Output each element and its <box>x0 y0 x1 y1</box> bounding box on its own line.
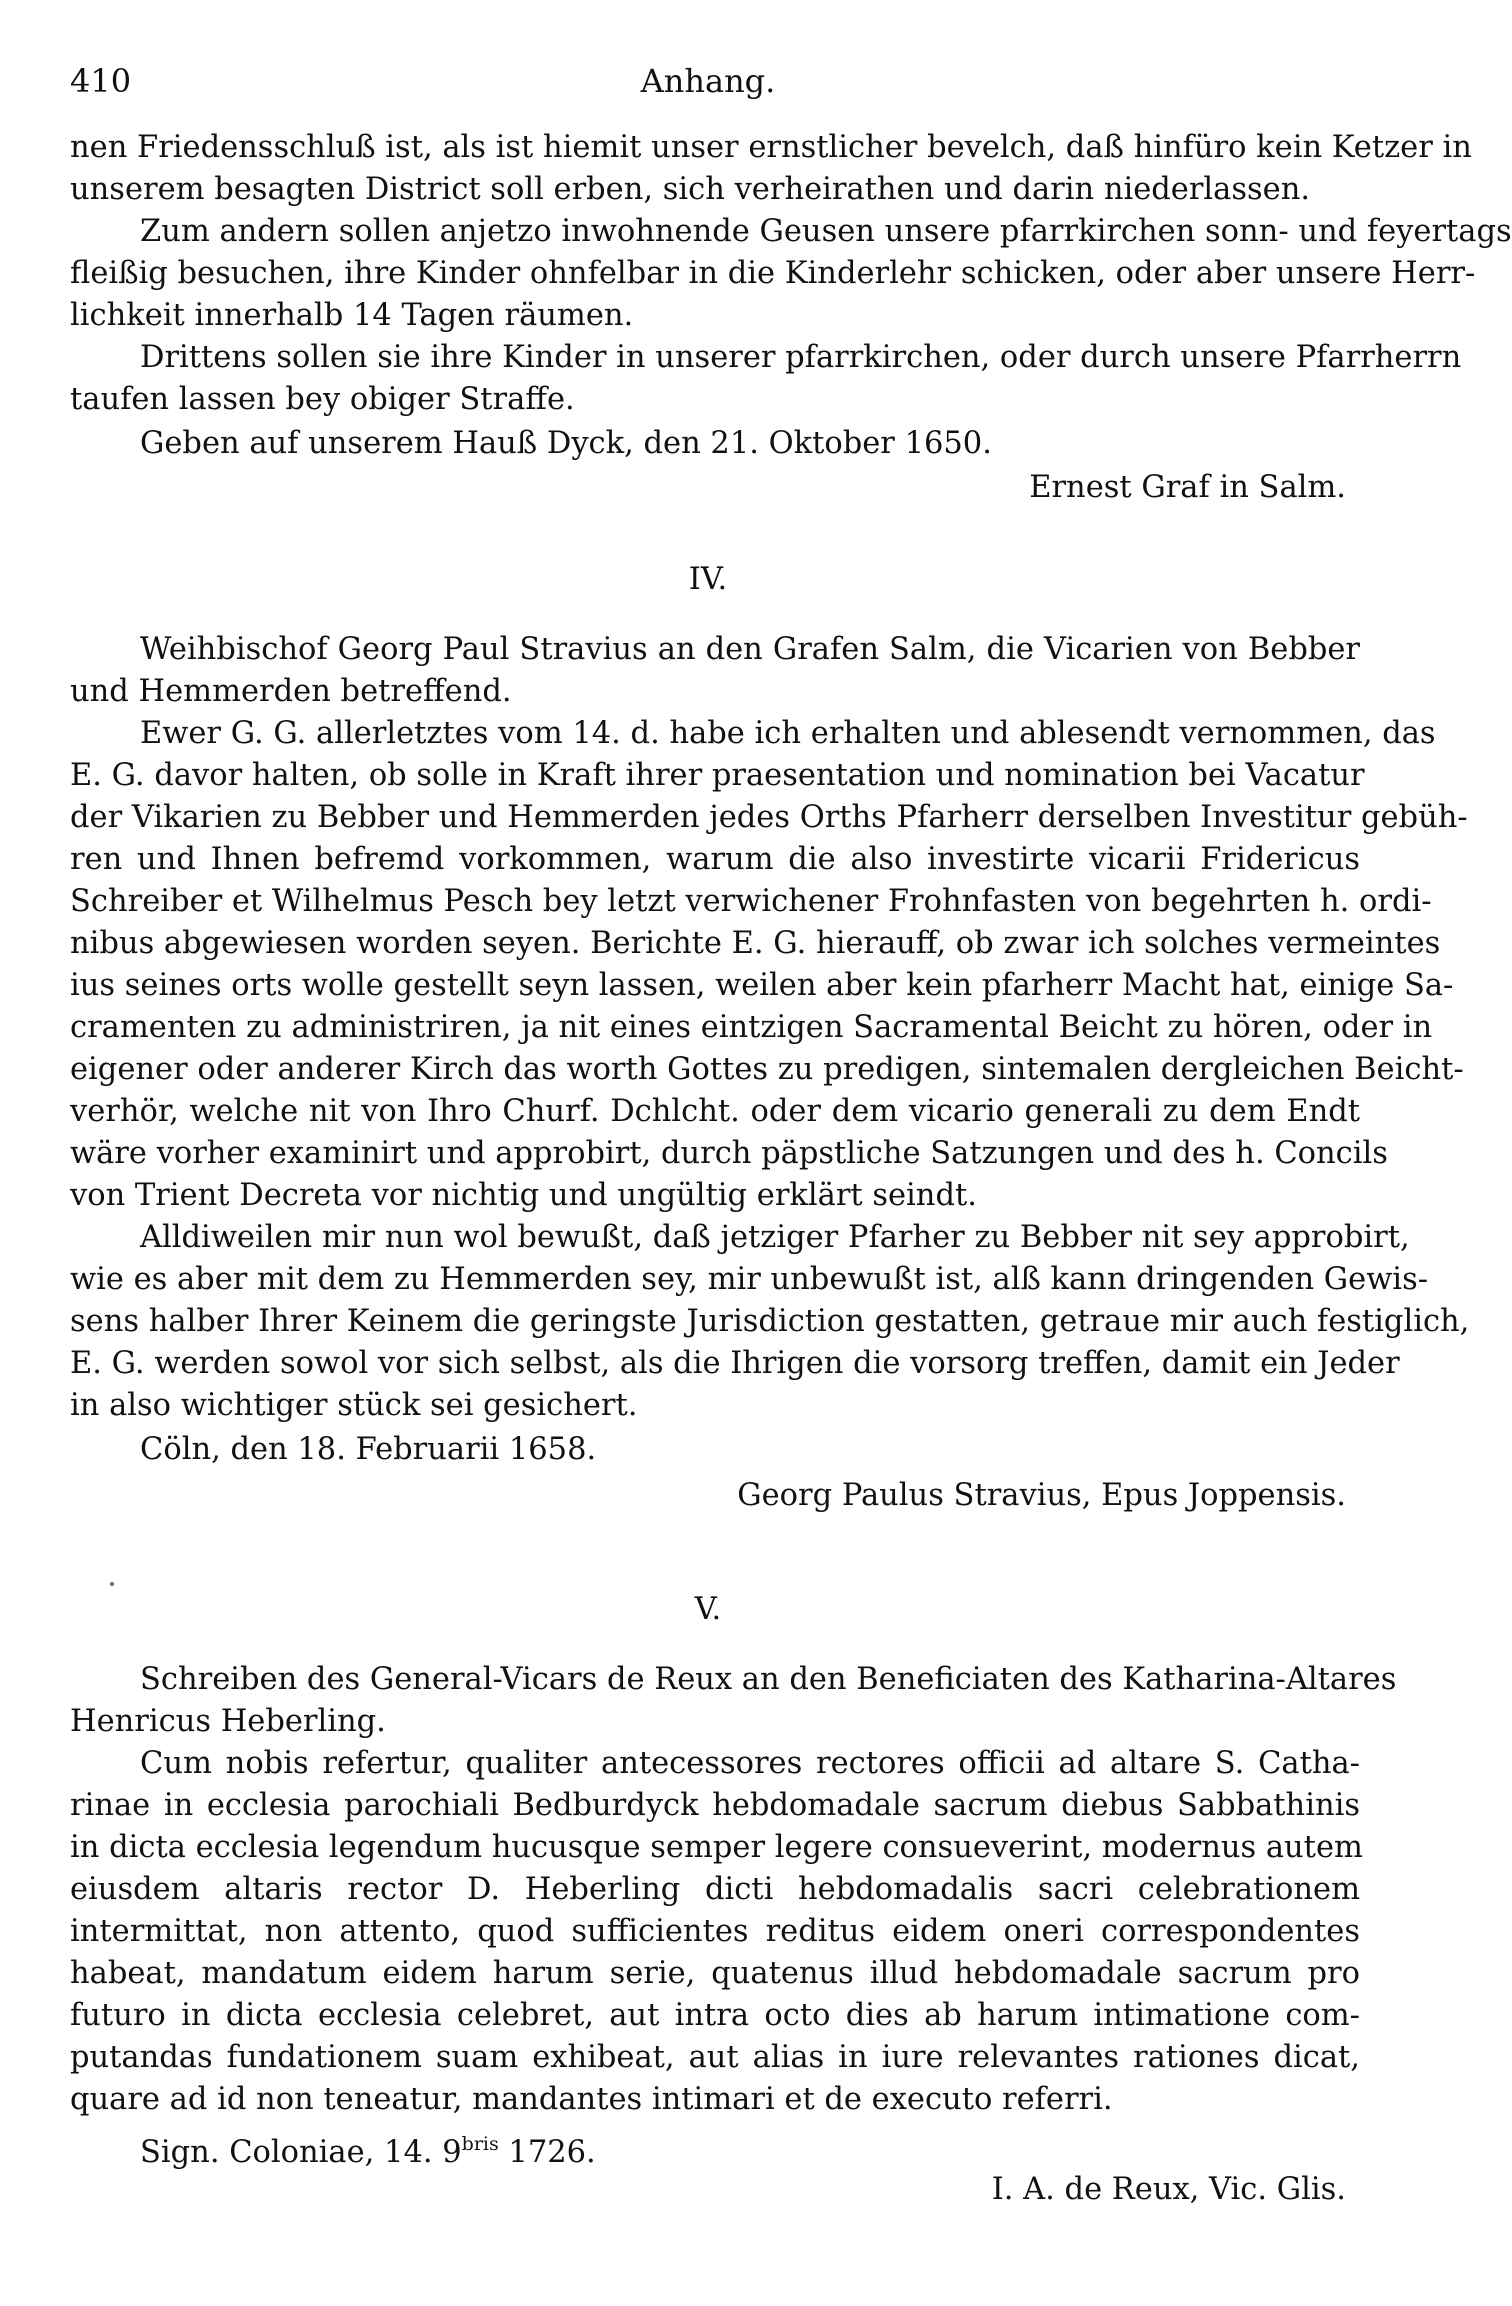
text-line: rinae in ecclesia parochiali Bedburdyck hebdomadale sacrum diebus Sabbathinis <box>70 1788 1360 1823</box>
text-line: verhör, welche nit von Ihro Churf. Dchlcht. oder dem vicario generali zu dem Endt <box>70 1094 1360 1129</box>
text-line: von Trient Decreta vor nichtig und ungültig erklärt seindt. <box>70 1178 977 1213</box>
text-line: intermittat, non attento, quod sufficientes reditus eidem oneri correspondentes <box>70 1914 1360 1949</box>
text-line: cramenten zu administriren, ja nit eines eintzigen Sacramental Beicht zu hören, oder in <box>70 1010 1433 1045</box>
section-heading: Henricus Heberling. <box>70 1704 386 1739</box>
text-line: Alldiweilen mir nun wol bewußt, daß jetziger Pfarher zu Bebber nit sey approbirt, <box>140 1220 1410 1255</box>
date-superscript: bris <box>461 2133 499 2155</box>
text-line: Zum andern sollen anjetzo inwohnende Geusen unsere pfarrkirchen sonn- und feyertags <box>140 214 1512 249</box>
text-line: futuro in dicta ecclesia celebret, aut intra octo dies ab harum intimatione com- <box>70 1998 1360 2033</box>
text-line: nibus abgewiesen worden seyen. Berichte E. G. hierauff, ob zwar ich solches vermeintes <box>70 926 1441 961</box>
text-line: ius seines orts wolle gestellt seyn lassen, weilen aber kein pfarherr Macht hat, einige Sa- <box>70 968 1454 1003</box>
text-line: putandas fundationem suam exhibeat, aut alias in iure relevantes rationes dicat, <box>70 2040 1360 2075</box>
text-line: ren und Ihnen befremd vorkommen, warum die also investirte vicarii Fridericus <box>70 842 1360 877</box>
text-line: eiusdem altaris rector D. Heberling dicti hebdomadalis sacri celebrationem <box>70 1872 1360 1907</box>
text-line: habeat, mandatum eidem harum serie, quatenus illud hebdomadale sacrum pro <box>70 1956 1360 1991</box>
stray-mark <box>110 1582 114 1586</box>
text-line: Ewer G. G. allerletztes vom 14. d. habe ich erhalten und ablesendt vernommen, das <box>140 716 1436 751</box>
section-numeral: IV. <box>688 562 728 597</box>
text-line: fleißig besuchen, ihre Kinder ohnfelbar in die Kinderlehr schicken, oder aber unsere Herr- <box>70 256 1476 291</box>
signature: Ernest Graf in Salm. <box>1029 470 1346 505</box>
text-line: der Vikarien zu Bebber und Hemmerden jedes Orths Pfarherr derselben Investitur gebüh- <box>70 800 1468 835</box>
text-line: eigener oder anderer Kirch das worth Gottes zu predigen, sintemalen dergleichen Beicht- <box>70 1052 1464 1087</box>
date-prefix: Sign. Coloniae, 14. 9 <box>140 2135 462 2170</box>
text-line: wäre vorher examinirt und approbirt, durch päpstliche Satzungen und des h. Concils <box>70 1136 1388 1171</box>
text-line: Drittens sollen sie ihre Kinder in unserer pfarrkirchen, oder durch unsere Pfarrherrn <box>140 340 1462 375</box>
text-line: sens halber Ihrer Keinem die geringste Jurisdiction gestatten, getraue mir auch festiglich, <box>70 1304 1470 1339</box>
text-line: E. G. werden sowol vor sich selbst, als die Ihrigen die vorsorg treffen, damit ein Jeder <box>70 1346 1400 1381</box>
text-line: taufen lassen bey obiger Straffe. <box>70 382 575 417</box>
text-line: in also wichtiger stück sei gesichert. <box>70 1388 638 1423</box>
date-line <box>140 2124 1360 2170</box>
date-line: Cöln, den 18. Februarii 1658. <box>140 1432 597 1467</box>
page-header <box>70 62 1346 110</box>
text-line: nen Friedensschluß ist, als ist hiemit unser ernstlicher bevelch, daß hinfüro kein Ketzer in <box>70 130 1472 165</box>
text-line: lichkeit innerhalb 14 Tagen räumen. <box>70 298 634 333</box>
signature: Georg Paulus Stravius, Epus Joppensis. <box>737 1478 1346 1513</box>
date-year: 1726. <box>498 2135 596 2170</box>
text-line: quare ad id non teneatur, mandantes intimari et de executo referri. <box>70 2082 1113 2117</box>
date-line: Geben auf unserem Hauß Dyck, den 21. Oktober 1650. <box>140 426 992 461</box>
section-heading: und Hemmerden betreffend. <box>70 674 512 709</box>
section-heading: Weihbischof Georg Paul Stravius an den Grafen Salm, die Vicarien von Bebber <box>140 632 1360 667</box>
section-numeral: V. <box>694 1592 722 1627</box>
text-line: Schreiber et Wilhelmus Pesch bey letzt verwichener Frohnfasten von begehrten h. ordi- <box>70 884 1432 919</box>
text-line: unserem besagten District soll erben, sich verheirathen und darin niederlassen. <box>70 172 1311 207</box>
running-title: Anhang. <box>640 62 776 100</box>
text-line: Cum nobis refertur, qualiter antecessores rectores officii ad altare S. Catha- <box>140 1746 1360 1781</box>
section-heading: Schreiben des General-Vicars de Reux an den Beneficiaten des Katharina-Altares <box>140 1662 1397 1697</box>
page-number: 410 <box>70 62 132 100</box>
text-line: E. G. davor halten, ob solle in Kraft ihrer praesentation und nomination bei Vacatur <box>70 758 1365 793</box>
signature: I. A. de Reux, Vic. Glis. <box>991 2172 1346 2207</box>
text-line: in dicta ecclesia legendum hucusque semper legere consueverint, modernus autem <box>70 1830 1363 1865</box>
text-line: wie es aber mit dem zu Hemmerden sey, mir unbewußt ist, alß kann dringenden Gewis- <box>70 1262 1429 1297</box>
